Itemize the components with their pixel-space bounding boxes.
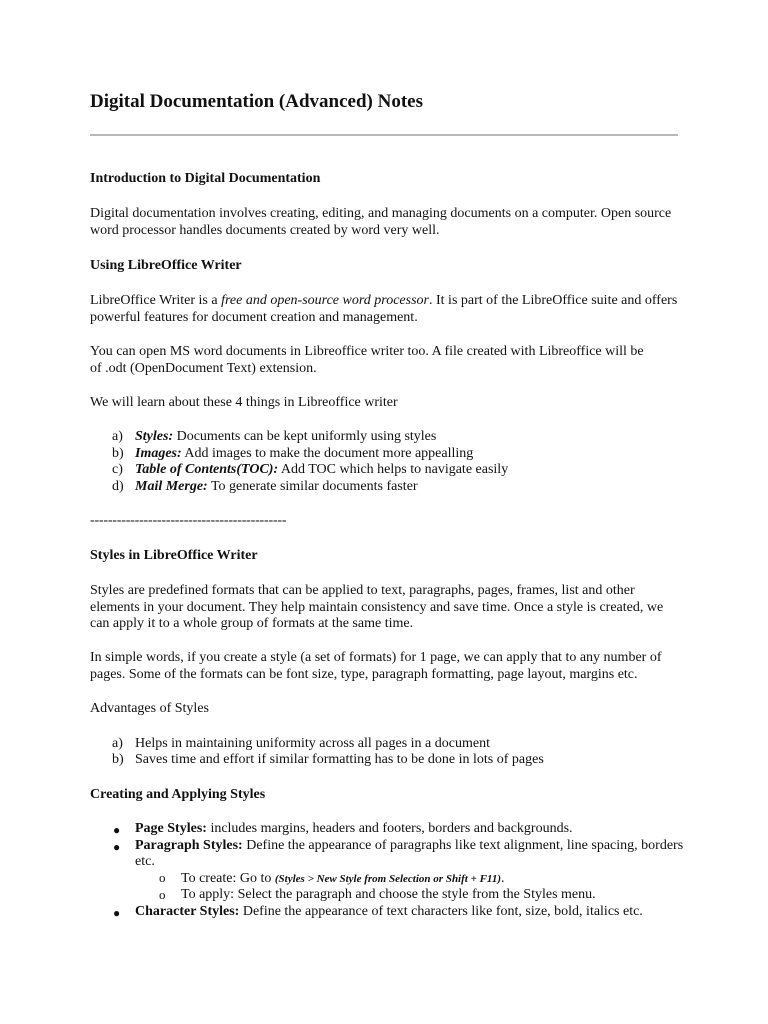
sub-item-to-create	[181, 871, 505, 888]
paragraph-line	[90, 293, 677, 310]
list-item-continuation: etc.	[135, 854, 155, 869]
text-run: To create: Go to	[181, 870, 275, 886]
list-marker: b)	[112, 445, 124, 461]
paragraph-libreoffice-description	[90, 293, 677, 326]
sub-bullet-icon: o	[159, 870, 166, 885]
heading-creating-applying: Creating and Applying Styles	[90, 787, 266, 802]
paragraph-line: You can open MS word documents in Libreoffice writer too. A file created with Libreoffice will be	[90, 344, 644, 359]
text-run: .	[501, 870, 505, 886]
heading-styles: Styles in LibreOffice Writer	[90, 548, 258, 563]
paragraph-line: powerful features for document creation and management.	[90, 309, 418, 325]
list-item-term: Mail Merge:	[135, 478, 208, 494]
paragraph-four-things: We will learn about these 4 things in Libreoffice writer	[90, 395, 398, 410]
sub-bullet-icon: o	[159, 887, 166, 902]
page-title: Digital Documentation (Advanced) Notes	[90, 91, 424, 112]
list-marker: a)	[112, 736, 123, 751]
list-item	[135, 429, 436, 446]
list-item-term: Images:	[135, 445, 182, 461]
list-item-page-styles	[135, 821, 573, 838]
list-item-term: Table of Contents(TOC):	[135, 462, 279, 477]
sub-item-to-apply: To apply: Select the paragraph and choose the style from the Styles menu.	[181, 887, 596, 902]
dashed-divider: --------------------------------------------	[90, 513, 287, 528]
paragraph-styles-definition	[90, 583, 663, 633]
paragraph-line: pages. Some of the formats can be font size, type, paragraph formatting, page layout, margins etc.	[90, 666, 638, 682]
list-item-text: Define the appearance of paragraphs like text alignment, line spacing, borders	[242, 837, 684, 853]
list-item-term: Paragraph Styles:	[135, 837, 243, 853]
list-item-text: To generate similar documents faster	[207, 478, 418, 494]
title-rule	[90, 134, 678, 136]
text-run: . It is part of the LibreOffice suite and offers	[429, 293, 678, 308]
text-run: LibreOffice Writer is a	[90, 293, 222, 308]
heading-using-libreoffice: Using LibreOffice Writer	[90, 258, 242, 273]
bullet-icon: ●	[113, 823, 121, 837]
list-item-text: Define the appearance of text characters like font, size, bold, italics etc.	[239, 903, 643, 919]
list-item-text: Add TOC which helps to navigate easily	[278, 462, 509, 477]
list-item	[135, 479, 418, 496]
list-item-text: Add images to make the document more appealling	[181, 445, 474, 461]
list-item-character-styles	[135, 904, 643, 921]
list-advantages	[0, 736, 768, 772]
list-item	[135, 446, 473, 463]
heading-introduction: Introduction to Digital Documentation	[90, 171, 321, 186]
list-item-term: Page Styles:	[135, 821, 207, 836]
paragraph-line: In simple words, if you create a style (a set of formats) for 1 page, we can apply that to any number of	[90, 650, 662, 665]
menu-path: (Styles > New Style from Selection or Shift + F11)	[274, 872, 501, 885]
advantages-label: Advantages of Styles	[90, 701, 209, 716]
paragraph-line: of .odt (OpenDocument Text) extension.	[90, 360, 317, 376]
list-marker: a)	[112, 429, 123, 444]
list-item-text: includes margins, headers and footers, borders and backgrounds.	[206, 821, 573, 836]
bullet-icon: ●	[113, 905, 121, 920]
list-style-types	[0, 821, 768, 931]
list-item-term: Character Styles:	[135, 903, 240, 919]
list-item	[135, 462, 508, 479]
list-item: Saves time and effort if similar formatting has to be done in lots of pages	[135, 752, 544, 767]
list-item-text: Documents can be kept uniformly using styles	[173, 429, 437, 444]
paragraph-line: elements in your document. They help maintain consistency and save time. Once a style is created, we	[90, 599, 664, 615]
list-item: Helps in maintaining uniformity across all pages in a document	[135, 736, 490, 751]
paragraph-simple-words	[90, 650, 661, 683]
paragraph-line: can apply it to a whole group of formats at the same time.	[90, 616, 414, 631]
paragraph-introduction	[90, 206, 671, 239]
list-marker: b)	[112, 752, 124, 767]
list-marker: d)	[112, 478, 124, 494]
list-item-term: Styles:	[135, 429, 174, 444]
list-marker: c)	[112, 462, 123, 477]
paragraph-line: word processor handles documents created by word very well.	[90, 222, 440, 238]
list-four-things	[0, 429, 768, 499]
paragraph-line: Digital documentation involves creating, editing, and managing documents on a computer. Open source	[90, 206, 672, 221]
paragraph-line: Styles are predefined formats that can be applied to text, paragraphs, pages, frames, list and other	[90, 583, 635, 598]
paragraph-ms-word	[90, 344, 644, 377]
bullet-icon: ●	[113, 839, 121, 854]
text-emphasis: free and open-source word processor	[221, 293, 429, 308]
list-item-paragraph-styles	[135, 838, 683, 855]
